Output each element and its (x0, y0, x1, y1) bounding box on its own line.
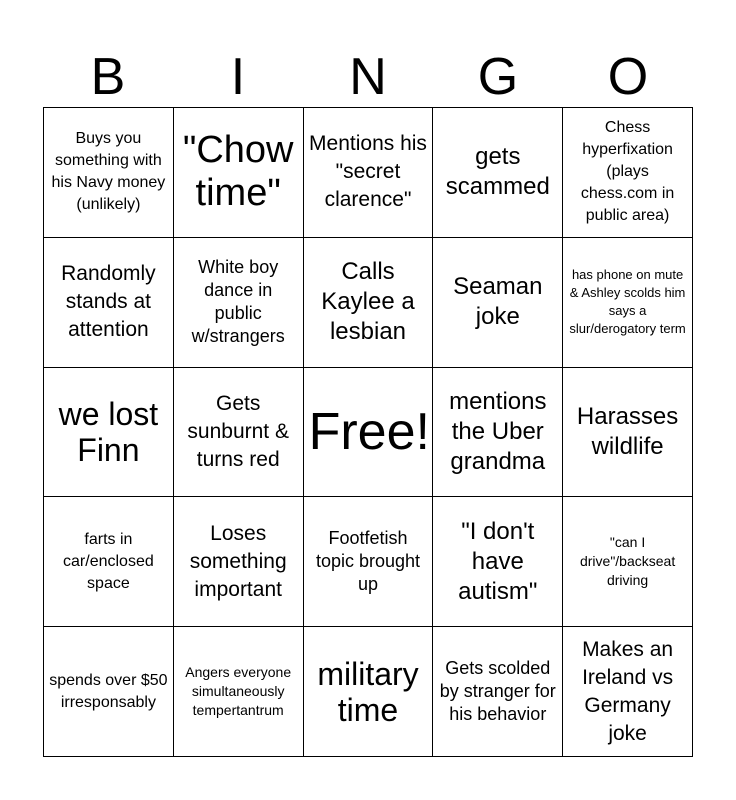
cell-text: gets scammed (445, 143, 550, 201)
bingo-board (43, 107, 693, 757)
cell-text: Mentions his "secret clarence" (309, 132, 427, 212)
board-row (44, 108, 693, 238)
cell-text: Chess hyperfixation (plays chess.com in public area) (580, 119, 675, 225)
cell-text: Gets sunburnt & turns red (187, 391, 289, 471)
board-row (44, 497, 693, 627)
cell-text: mentions the Uber grandma (449, 387, 547, 475)
cell-text: "can I drive"/backseat driving (579, 534, 676, 589)
bingo-cell[interactable] (44, 497, 174, 627)
header-letter-b: B (90, 48, 126, 106)
cell-text: Gets scolded by stranger for his behavior (439, 658, 556, 725)
cell-text: Calls Kaylee a lesbian (321, 258, 415, 346)
cell-text: Angers everyone simultaneously tempertantrum (185, 664, 292, 719)
cell-text: Buys you something with his Navy money (unlikely) (51, 130, 166, 214)
bingo-cell[interactable] (433, 367, 563, 497)
bingo-header (43, 48, 693, 106)
board-row (44, 627, 693, 757)
bingo-cell[interactable] (173, 367, 303, 497)
bingo-cell[interactable] (563, 497, 693, 627)
board-row (44, 237, 693, 367)
bingo-cell[interactable] (303, 627, 433, 757)
bingo-cell[interactable] (303, 108, 433, 238)
cell-text: Seaman joke (453, 273, 543, 331)
bingo-cell[interactable] (173, 627, 303, 757)
cell-text: spends over $50 irresponsably (49, 671, 168, 711)
cell-text: Loses something important (189, 521, 287, 601)
free-space-label: Free! (308, 402, 430, 461)
bingo-cell[interactable] (173, 497, 303, 627)
header-letter-o: O (607, 48, 649, 106)
cell-text: "Chow time" (182, 129, 294, 215)
bingo-cell[interactable] (44, 108, 174, 238)
cell-text: "I don't have autism" (458, 517, 538, 605)
header-letter-n: N (349, 48, 387, 106)
cell-text: Randomly stands at attention (61, 262, 156, 342)
cell-text: we lost Finn (58, 395, 159, 468)
bingo-cell[interactable] (563, 108, 693, 238)
bingo-cell[interactable] (433, 237, 563, 367)
cell-text: Footfetish topic brought up (315, 528, 421, 595)
cell-text: Makes an Ireland vs Germany joke (582, 637, 674, 745)
bingo-cell[interactable] (563, 627, 693, 757)
cell-text: military time (317, 655, 419, 728)
bingo-cell[interactable] (303, 237, 433, 367)
bingo-cell[interactable] (44, 237, 174, 367)
bingo-cell[interactable] (433, 108, 563, 238)
bingo-cell[interactable] (173, 237, 303, 367)
bingo-cell[interactable] (303, 497, 433, 627)
bingo-cell[interactable] (433, 627, 563, 757)
bingo-cell[interactable] (563, 237, 693, 367)
header-letter-i: I (230, 48, 246, 106)
bingo-cell[interactable] (563, 367, 693, 497)
cell-text: Harasses wildlife (576, 402, 679, 460)
cell-text: White boy dance in public w/strangers (191, 257, 285, 347)
board-row (44, 367, 693, 497)
bingo-cell[interactable] (44, 367, 174, 497)
bingo-cell[interactable] (173, 108, 303, 238)
header-letter-g: G (477, 48, 519, 106)
bingo-cell[interactable] (433, 497, 563, 627)
cell-text: farts in car/enclosed space (63, 530, 154, 592)
bingo-cell[interactable] (44, 627, 174, 757)
cell-text: has phone on mute & Ashley scolds him says a slur/derogatory term (569, 267, 686, 337)
free-space-cell[interactable] (303, 367, 433, 497)
